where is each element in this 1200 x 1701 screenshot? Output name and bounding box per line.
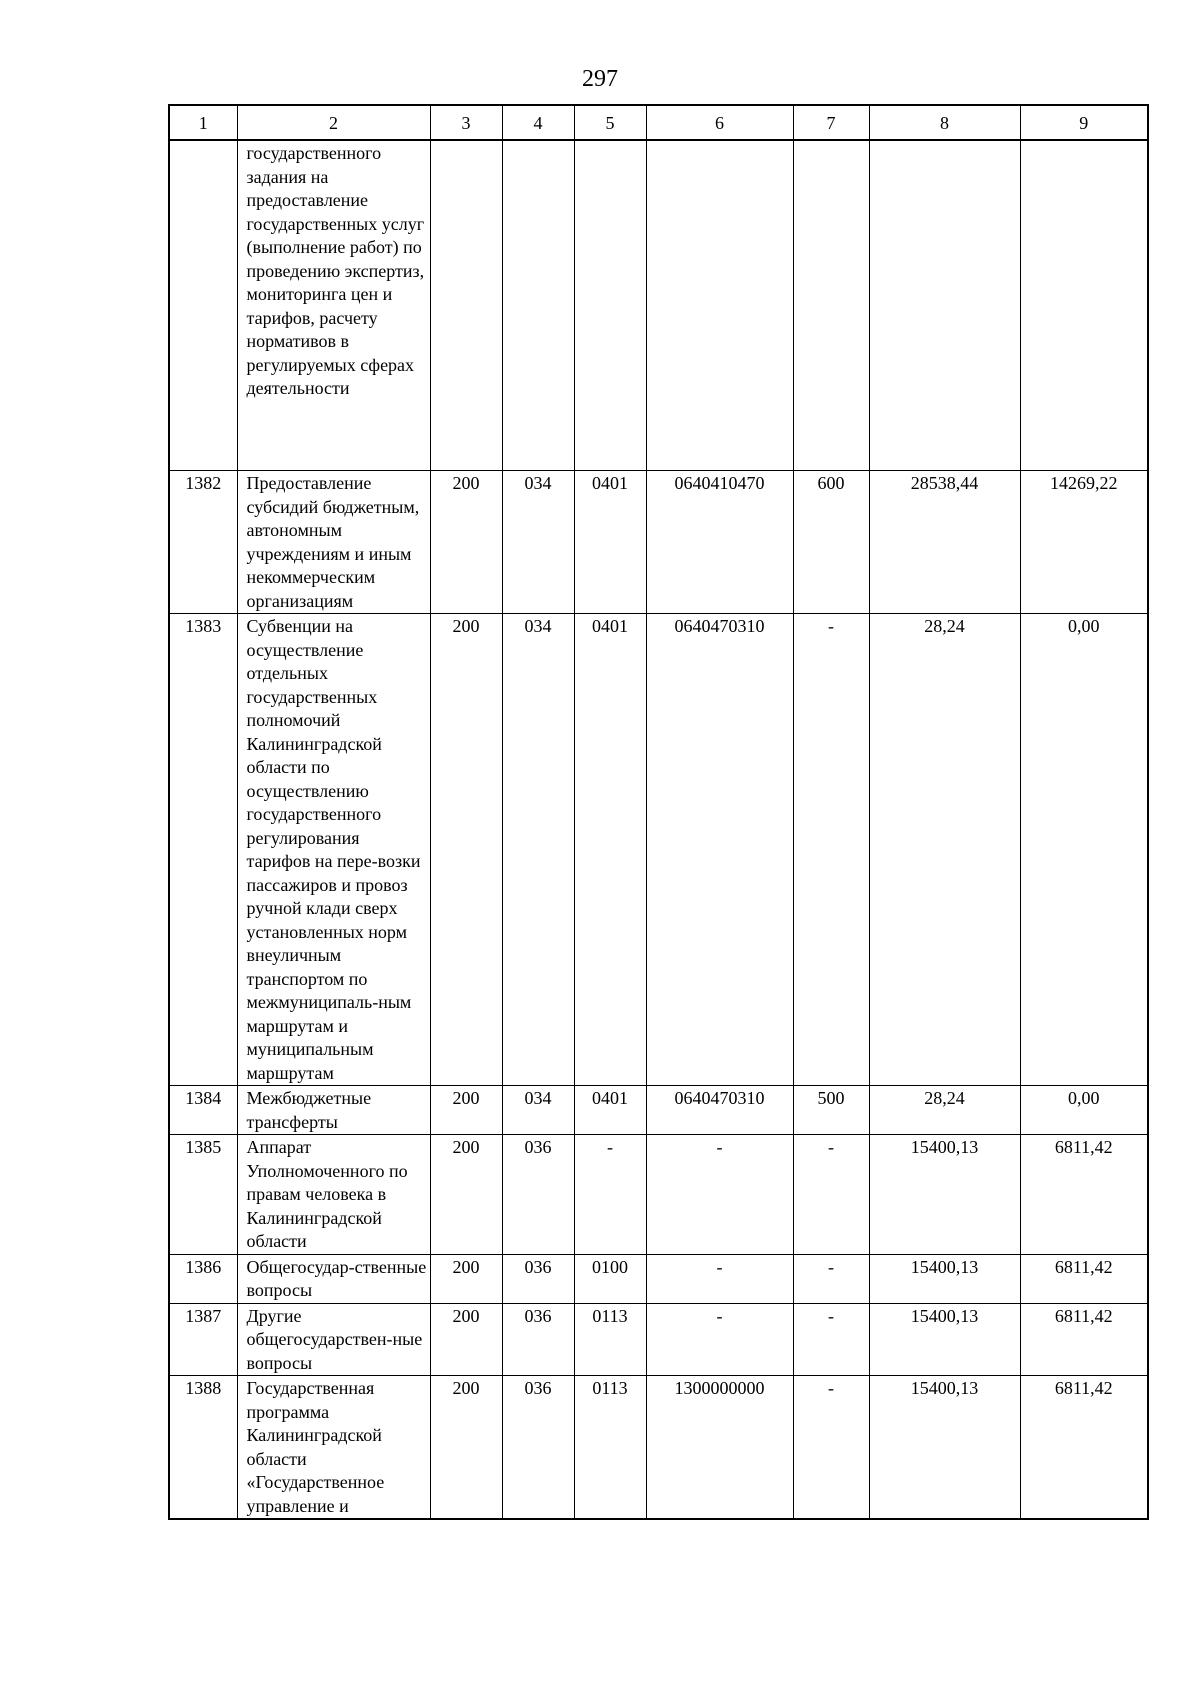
table-row [169,1254,1148,1303]
cell-col6: 0640470310 [646,614,793,1086]
cell-col9: 6811,42 [1020,1376,1148,1520]
cell-col8: 15400,13 [869,1303,1020,1376]
cell-col9 [1020,140,1148,471]
cell-col6: - [646,1254,793,1303]
column-header: 3 [430,105,502,140]
cell-col7: 500 [793,1086,869,1135]
cell-col6: 0640410470 [646,471,793,614]
cell-col3: 200 [430,1303,502,1376]
table-row [169,1086,1148,1135]
cell-col4: 034 [502,471,574,614]
column-header: 2 [237,105,430,140]
description-cell: Аппарат Уполномоченного по правам человека в Калининградской области [237,1135,430,1255]
cell-col6: 0640470310 [646,1086,793,1135]
cell-col6 [646,140,793,471]
cell-col3: 200 [430,1086,502,1135]
column-header: 4 [502,105,574,140]
cell-col5 [574,140,646,471]
cell-col5: 0401 [574,1086,646,1135]
cell-col4: 034 [502,614,574,1086]
cell-col3: 200 [430,1376,502,1520]
description-cell: Общегосудар-ственные вопросы [237,1254,430,1303]
column-header: 8 [869,105,1020,140]
cell-col5: 0401 [574,471,646,614]
description-cell: Другие общегосударствен-ные вопросы [237,1303,430,1376]
description-cell: Межбюджетные трансферты [237,1086,430,1135]
column-header: 1 [169,105,237,140]
table-row [169,471,1148,614]
cell-col9: 6811,42 [1020,1135,1148,1255]
cell-col8: 28,24 [869,1086,1020,1135]
cell-col5: 0401 [574,614,646,1086]
cell-col9: 14269,22 [1020,471,1148,614]
budget-table [168,104,1149,1520]
cell-col6: - [646,1303,793,1376]
description-cell: Государственная программа Калининградской области «Государственное управление и [237,1376,430,1520]
cell-col7 [793,140,869,471]
cell-col4: 034 [502,1086,574,1135]
cell-col4: 036 [502,1376,574,1520]
cell-col5: 0100 [574,1254,646,1303]
cell-col5: 0113 [574,1303,646,1376]
row-number-cell: 1388 [169,1376,237,1520]
table-row [169,614,1148,1086]
column-header: 9 [1020,105,1148,140]
cell-col5: - [574,1135,646,1255]
cell-col3: 200 [430,1254,502,1303]
table-row [169,1135,1148,1255]
cell-col4: 036 [502,1303,574,1376]
cell-col6: - [646,1135,793,1255]
cell-col5: 0113 [574,1376,646,1520]
description-cell: государственного задания на предоставление государственных услуг (выполнение работ) по проведению экспертиз, мониторинга цен и тарифов, расчету нормативов в регулируемых сферах деятельности [237,140,430,471]
cell-col9: 0,00 [1020,1086,1148,1135]
cell-col3 [430,140,502,471]
cell-col7: - [793,1303,869,1376]
row-number-cell: 1383 [169,614,237,1086]
row-number-cell [169,140,237,471]
description-cell: Предоставление субсидий бюджетным, автономным учреждениям и иным некоммерческим организациям [237,471,430,614]
description-cell: Субвенции на осуществление отдельных государственных полномочий Калининградской области по осуществлению государственного регулирования тарифов на пере-возки пассажиров и провоз ручной клади сверх установленных норм внеуличным транспортом по межмуниципаль-ным маршрутам и муниципальным маршрутам [237,614,430,1086]
row-number-cell: 1385 [169,1135,237,1255]
row-number-cell: 1384 [169,1086,237,1135]
cell-col3: 200 [430,471,502,614]
cell-col7: - [793,1376,869,1520]
cell-col7: - [793,1135,869,1255]
cell-col4: 036 [502,1135,574,1255]
row-number-cell: 1386 [169,1254,237,1303]
cell-col7: - [793,1254,869,1303]
cell-col6: 1300000000 [646,1376,793,1520]
cell-col8: 15400,13 [869,1376,1020,1520]
page-number: 297 [582,66,618,92]
row-number-cell: 1387 [169,1303,237,1376]
cell-col4 [502,140,574,471]
cell-col9: 6811,42 [1020,1254,1148,1303]
cell-col9: 6811,42 [1020,1303,1148,1376]
table-row [169,1376,1148,1520]
cell-col7: 600 [793,471,869,614]
table-row [169,1303,1148,1376]
column-header: 6 [646,105,793,140]
table-row [169,140,1148,471]
cell-col9: 0,00 [1020,614,1148,1086]
column-header: 7 [793,105,869,140]
cell-col8: 28538,44 [869,471,1020,614]
cell-col8: 15400,13 [869,1254,1020,1303]
row-number-cell: 1382 [169,471,237,614]
cell-col7: - [793,614,869,1086]
cell-col4: 036 [502,1254,574,1303]
cell-col8 [869,140,1020,471]
cell-col8: 15400,13 [869,1135,1020,1255]
cell-col3: 200 [430,1135,502,1255]
table-header-row [169,105,1148,140]
cell-col8: 28,24 [869,614,1020,1086]
cell-col3: 200 [430,614,502,1086]
column-header: 5 [574,105,646,140]
